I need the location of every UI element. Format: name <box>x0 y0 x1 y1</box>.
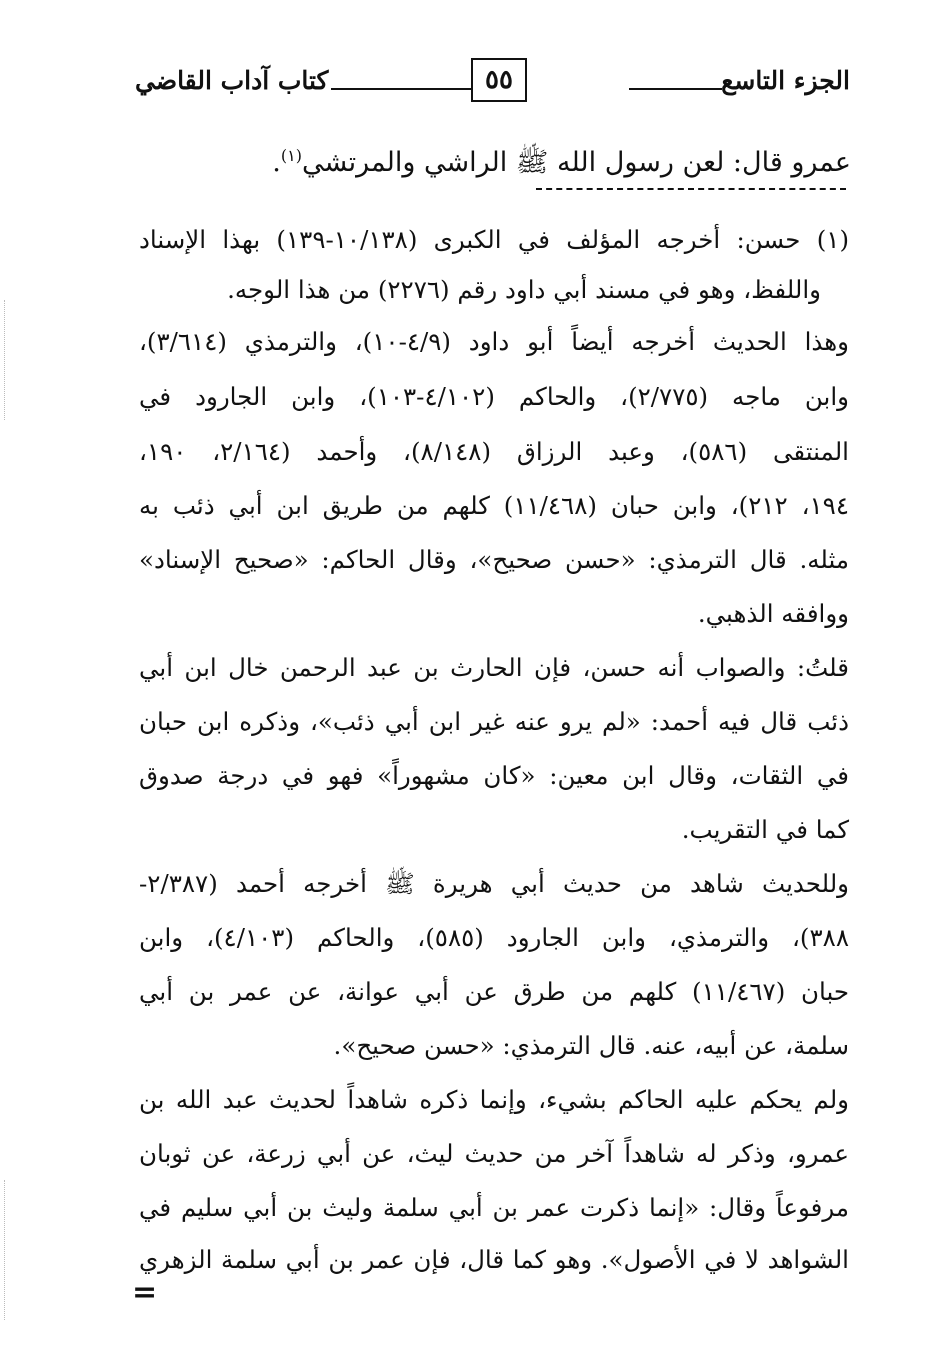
end-mark: . <box>272 147 281 178</box>
footnote-line: المنتقى (٥٨٦)، وعبد الرزاق (٨/١٤٨)، وأحمد (٢/١٦٤، ١٩٠، <box>139 437 849 466</box>
footnote-line: وابن ماجه (٢/٧٧٥)، والحاكم (٤/١٠٢-١٠٣)، وابن الجارود في <box>139 382 849 411</box>
footnote-line: مرفوعاً وقال: «إنما ذكرت عمر بن أبي سلمة وليث بن أبي سليم في <box>139 1193 849 1222</box>
footnote-line: ولم يحكم عليه الحاكم بشيء، وإنما ذكره شاهداً لحديث عبد الله بن <box>139 1085 849 1114</box>
book-title: كتاب آداب القاضي <box>135 66 329 95</box>
main-text: عمرو قال: لعن رسول الله ﷺ الراشي والمرتشي <box>301 147 851 178</box>
footnote-marker: (١) <box>280 146 302 165</box>
page-number: ٥٥ <box>471 58 527 102</box>
footnote-line: ووافقه الذهبي. <box>697 599 849 628</box>
footnote-line: مثله. قال الترمذي: «حسن صحيح»، وقال الحاكم: «صحيح الإسناد» <box>139 545 849 574</box>
running-header <box>135 58 850 118</box>
footnote-line: (١) حسن: أخرجه المؤلف في الكبرى (١٠/١٣٨-١٣٩) بهذا الإسناد <box>139 225 849 254</box>
footnote-line: قلتُ: والصواب أنه حسن، فإن الحارث بن عبد الرحمن خال ابن أبي <box>139 653 849 682</box>
footnote-line: حبان (١١/٤٦٧) كلهم من طرق عن أبي عوانة، عن عمر بن أبي <box>139 977 849 1006</box>
footnote-line: سلمة، عن أبيه، عنه. قال الترمذي: «حسن صحيح». <box>333 1031 849 1060</box>
scan-margin-mark <box>4 1180 6 1320</box>
header-rule-left <box>331 88 471 90</box>
footnote-line: الشواهد لا في الأصول». وهو كما قال، فإن عمر بن أبي سلمة الزهري <box>139 1245 849 1274</box>
footnote-line: ١٩٤، ٢١٢)، وابن حبان (١١/٤٦٨) كلهم من طريق ابن أبي ذئب به <box>139 491 849 520</box>
part-label: الجزء التاسع <box>721 66 850 95</box>
footnote-line: ذئب قال فيه أحمد: «لم يرو عنه غير ابن أبي ذئب»، وذكره ابن حبان <box>139 707 849 736</box>
footnote-line: وهذا الحديث أخرجه أيضاً أبو داود (٤/٩-١٠)، والترمذي (٣/٦١٤)، <box>139 327 849 356</box>
footnote-line: في الثقات، وقال ابن معين: «كان مشهوراً» فهو في درجة صدوق <box>139 761 849 790</box>
main-text-line <box>151 136 851 183</box>
footnote-line: ٣٨٨)، والترمذي، وابن الجارود (٥٨٥)، والحاكم (٤/١٠٣)، وابن <box>139 923 849 952</box>
footnote-line: عمرو، وذكر له شاهداً آخر من حديث ليث، عن أبي زرعة، عن ثوبان <box>139 1139 849 1168</box>
continuation-mark: = <box>132 1275 158 1310</box>
footnote-line: واللفظ، وهو في مسند أبي داود رقم (٢٢٧٦) من هذا الوجه. <box>227 275 821 304</box>
footnote-separator <box>536 188 846 190</box>
scan-margin-mark <box>4 300 6 420</box>
footnote-line: كما في التقريب. <box>681 815 849 844</box>
footnote-line: وللحديث شاهد من حديث أبي هريرة ﷺ أخرجه أحمد (٢/٣٨٧- <box>139 869 849 898</box>
header-rule-right <box>629 88 722 90</box>
